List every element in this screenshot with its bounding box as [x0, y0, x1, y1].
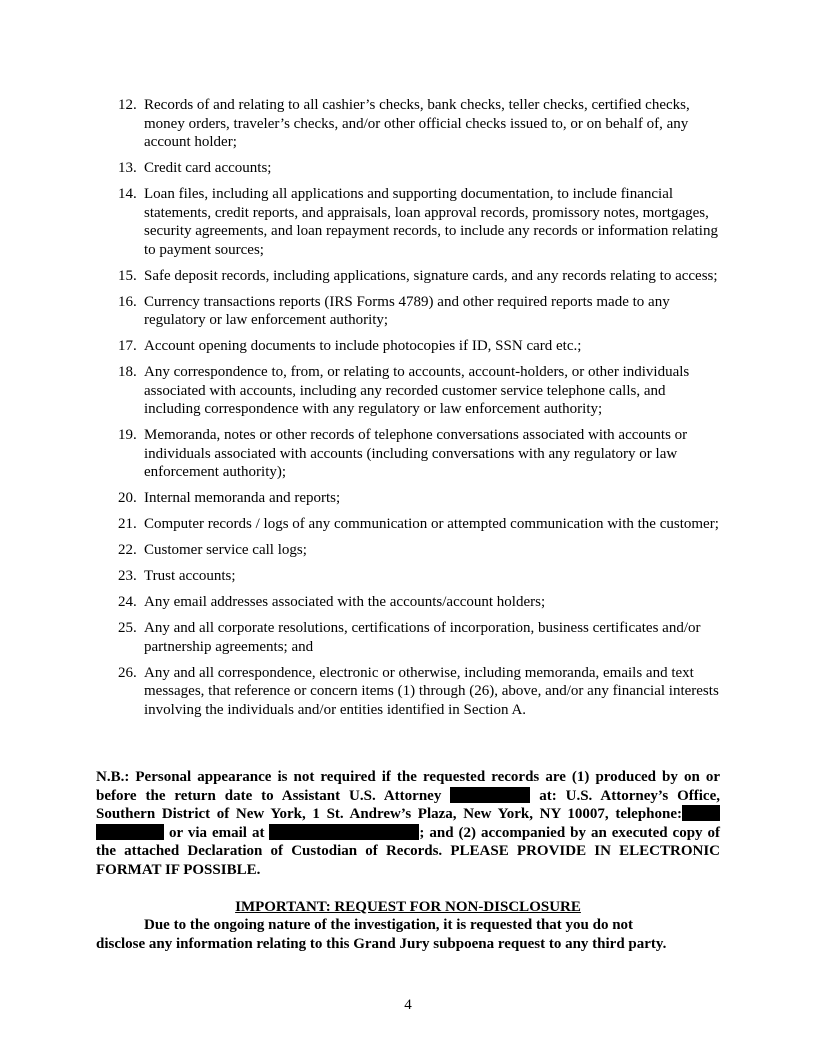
redaction-block	[450, 787, 530, 803]
item-text: Any and all corporate resolutions, certifications of incorporation, business certificates and/or partnership agreements; and	[144, 620, 701, 655]
item-number: 24.	[118, 594, 137, 610]
item-text: Any and all correspondence, electronic or otherwise, including memoranda, emails and text messages, that reference or concern items (1) through (26), above, and/or any financial interests involving the individuals and/or entities identified in Section A.	[144, 664, 719, 718]
item-number: 17.	[118, 338, 137, 354]
list-item	[96, 363, 720, 419]
item-number: 22.	[118, 542, 137, 558]
item-number: 20.	[118, 490, 137, 506]
nb-text-4: ; and (2) accompanied by an executed copy of the attached Declaration of Custodian of Records. PLEASE PROVIDE IN ELECTRONIC FORMAT IF POSSIBLE.	[96, 824, 721, 878]
list-item	[96, 426, 720, 482]
item-number: 21.	[118, 516, 137, 532]
redaction-block	[682, 805, 720, 821]
list-item	[96, 593, 720, 612]
item-text: Customer service call logs;	[144, 542, 307, 558]
list-item	[96, 619, 720, 656]
item-number: 15.	[118, 267, 137, 284]
list-item	[96, 337, 720, 356]
nb-text-1: N.B.: Personal appearance is not required if the requested records are (1) produced by on or before the return date to Assistant U.S. Attorney	[96, 769, 720, 804]
item-number: 23.	[118, 568, 137, 584]
item-number: 13.	[118, 160, 137, 176]
redaction-block	[96, 824, 164, 840]
list-item	[96, 664, 720, 720]
item-text: Any email addresses associated with the accounts/account holders;	[144, 594, 546, 610]
nondisclosure-title: IMPORTANT: REQUEST FOR NON-DISCLOSURE	[235, 899, 581, 915]
item-text: Memoranda, notes or other records of telephone conversations associated with accounts or individuals associated with accounts (including conversations with any regulatory or law enforcement authority);	[144, 427, 688, 480]
item-text: Account opening documents to include photocopies if ID, SSN card etc.;	[144, 338, 582, 354]
list-item	[96, 541, 720, 560]
redaction-block	[269, 824, 419, 840]
nondisclosure-line-2: disclose any information relating to this Grand Jury subpoena request to any third party.	[96, 935, 667, 952]
item-number: 25.	[118, 620, 137, 636]
list-item	[96, 96, 720, 152]
page-number: 4	[404, 997, 412, 1013]
item-text: Computer records / logs of any communication or attempted communication with the customer;	[144, 516, 719, 532]
item-number: 14.	[118, 186, 137, 202]
list-item	[96, 489, 720, 508]
item-text: Loan files, including all applications and supporting documentation, to include financial statements, credit reports, and appraisals, loan approval records, promissory notes, mortgages, security agreements, and loan repayment records, to include any records or information relating to payment sources;	[144, 186, 718, 258]
item-number: 26.	[118, 664, 137, 681]
item-text: Records of and relating to all cashier’s checks, bank checks, teller checks, certified checks, money orders, traveler’s checks, and/or other official checks issued to, or on behalf of, any account holder;	[144, 97, 690, 150]
nondisclosure-line-1: Due to the ongoing nature of the investigation, it is requested that you do not	[144, 917, 634, 933]
nb-text-3: or via email at	[168, 824, 265, 841]
item-text: Credit card accounts;	[144, 160, 272, 176]
nondisclosure-body	[96, 916, 720, 953]
list-item	[96, 293, 720, 330]
item-number: 19.	[118, 427, 137, 443]
item-number: 12.	[118, 97, 137, 113]
item-text: Currency transactions reports (IRS Forms 4789) and other required reports made to any regulatory or law enforcement authority;	[144, 293, 670, 328]
list-item	[96, 185, 720, 259]
item-text: Safe deposit records, including applications, signature cards, and any records relating to access;	[144, 267, 718, 284]
item-text: Internal memoranda and reports;	[144, 490, 341, 506]
item-number: 18.	[118, 364, 137, 380]
nb-text-2: at: U.S. Attorney’s Office, Southern District of New York, 1 St. Andrew’s Plaza, New York, NY 10007, telephone:	[96, 787, 720, 822]
item-number: 16.	[118, 293, 137, 310]
item-text: Any correspondence to, from, or relating to accounts, account-holders, or other individuals associated with accounts, including any recorded customer service telephone calls, and including correspondence with any regulatory or law enforcement authority;	[144, 364, 690, 417]
item-text: Trust accounts;	[144, 568, 236, 584]
list-item	[96, 267, 720, 286]
nb-paragraph	[96, 768, 720, 879]
list-item	[96, 567, 720, 586]
records-list	[96, 96, 720, 727]
list-item	[96, 159, 720, 178]
list-item	[96, 515, 720, 534]
